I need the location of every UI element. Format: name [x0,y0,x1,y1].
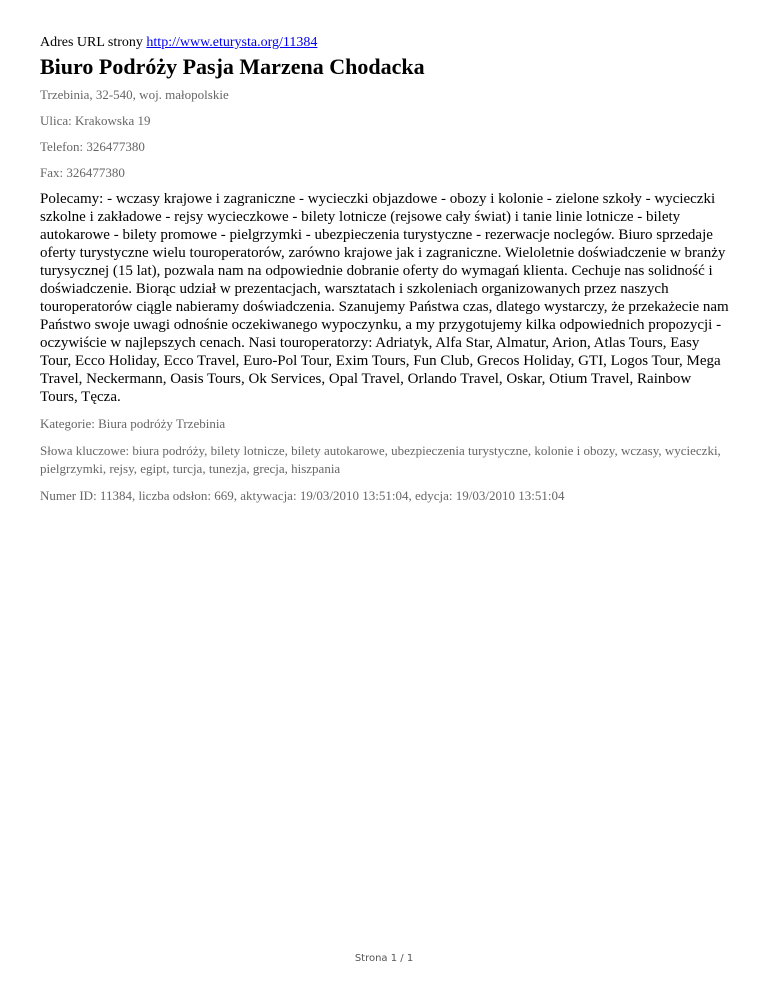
location-text: Trzebinia, 32-540, woj. małopolskie [40,87,229,102]
street-text: Ulica: Krakowska 19 [40,113,151,128]
url-label: Adres URL strony [40,35,143,50]
business-title: Biuro Podróży Pasja Marzena Chodacka [40,54,425,79]
page-number: Strona 1 / 1 [354,953,414,964]
business-description: Polecamy: - wczasy krajowe i zagraniczne - wycieczki objazdowe - obozy i kolonie - zielone szkoły - wycieczki szkolne i zakładowe - rejsy wycieczkowe - bilety lotnicze (rejsowe cały świat) i tanie linie lotnicze - bilety autokarowe - bilety promowe - pielgrzymki - ubezpieczenia turystyczne - rezerwacje noclegów. Biuro sprzedaje oferty turystyczne wielu touroperatorów, zarówno krajowe jak i zagraniczne. Wieloletnie doświadczenie w branży turysycznej (15 lat), pozwala nam na odpowiednie dobranie oferty do wymagań klienta. Cechuje nas solidność i doświadczenie. Biorąc udział w prezentacjach, warsztatach i szkoleniach organizowanych przez naszych touroperatorów ciągle nabieramy doświadczenia. Szanujemy Państwa czas, dlatego wystarczy, że przekażecie nam Państwo swoje uwagi odnośnie oczekiwanego wypoczynku, a my przygotujemy kilka odpowiednich propozycji - oczywiście w najlepszych cenach. Nasi touroperatorzy: Adriatyk, Alfa Star, Almatur, Arion, Atlas Tours, Easy Tour, Ecco Holiday, Ecco Travel, Euro-Pol Tour, Exim Tours, Fun Club, Grecos Holiday, GTI, Logos Tour, Mega Travel, Neckermann, Oasis Tours, Ok Services, Opal Travel, Orlando Travel, Oskar, Otium Travel, Rainbow Tours, Tęcza. [40,191,729,405]
phone-text: Telefon: 326477380 [40,139,145,154]
categories-text: Kategorie: Biura podróży Trzebinia [40,416,226,431]
page-url-link[interactable]: http://www.eturysta.org/11384 [146,35,318,50]
fax-text: Fax: 326477380 [40,165,125,180]
record-info-text: Numer ID: 11384, liczba odsłon: 669, aktywacja: 19/03/2010 13:51:04, edycja: 19/03/2010 13:51:04 [40,488,565,503]
keywords-text: Słowa kluczowe: biura podróży, bilety lotnicze, bilety autokarowe, ubezpieczenia turystyczne, kolonie i obozy, wczasy, wycieczki, pielgrzymki, rejsy, egipt, turcja, tunezja, grecja, hiszpania [40,443,721,476]
document-page [40,34,730,514]
url-line [40,34,730,52]
